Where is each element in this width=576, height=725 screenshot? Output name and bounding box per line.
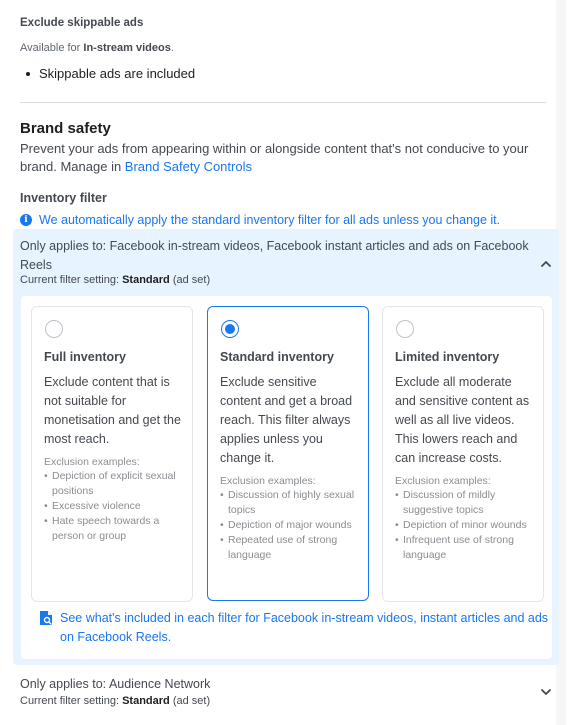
card-description: Exclude all moderate and sensitive content as well as all live videos. This lowers reach and can increase costs. — [395, 375, 530, 465]
list-item: • Depiction of minor wounds — [395, 518, 535, 533]
facebook-current-setting: Current filter setting: Standard (ad set) — [20, 274, 211, 286]
skippable-ads-heading: Exclude skippable ads — [20, 17, 144, 29]
info-icon: i — [20, 214, 32, 226]
list-item: • Hate speech towards a person or group — [44, 514, 184, 544]
full-inventory-radio[interactable] — [45, 320, 63, 338]
exclusion-examples-list — [220, 488, 360, 563]
exclusion-examples-list — [44, 469, 184, 544]
card-description: Exclude content that is not suitable for monetisation and get the most reach. — [44, 375, 181, 446]
skippable-ads-bullet: Skippable ads are included — [20, 66, 546, 81]
exclusion-examples-label: Exclusion examples: — [220, 475, 316, 487]
list-item: • Depiction of explicit sexual positions — [44, 469, 184, 499]
card-title: Standard inventory — [220, 350, 334, 364]
list-item: • Depiction of major wounds — [220, 518, 360, 533]
card-description: Exclude sensitive content and get a broad reach. This filter always applies unless you change it. — [220, 375, 353, 465]
audience-network-current-setting: Current filter setting: Standard (ad set) — [20, 695, 211, 707]
list-item: • Repeated use of strong language — [220, 533, 360, 563]
bullet-dot — [26, 72, 30, 76]
inventory-filter-info: i We automatically apply the standard inventory filter for all ads unless you change it. — [20, 213, 546, 227]
list-item: • Discussion of mildly suggestive topics — [395, 488, 535, 518]
exclusion-examples-label: Exclusion examples: — [395, 475, 491, 487]
audience-network-heading[interactable]: Only applies to: Audience Network — [20, 677, 211, 691]
brand-safety-controls-link[interactable]: Brand Safety Controls — [124, 159, 252, 174]
list-item: • Excessive violence — [44, 499, 184, 514]
brand-safety-title: Brand safety — [20, 120, 111, 137]
exclusion-examples-label: Exclusion examples: — [44, 456, 140, 468]
card-title: Limited inventory — [395, 350, 500, 364]
standard-inventory-card[interactable] — [207, 306, 369, 601]
list-item: • Infrequent use of strong language — [395, 533, 535, 563]
document-search-icon — [39, 610, 53, 626]
see-whats-included-link[interactable] — [39, 609, 549, 647]
section-divider — [20, 102, 546, 103]
limited-inventory-radio[interactable] — [396, 320, 414, 338]
inventory-options-panel — [21, 296, 552, 659]
brand-safety-description: Prevent your ads from appearing within or alongside content that's not conducive to your brand. Manage in Brand Safety Controls — [20, 141, 529, 174]
card-body — [44, 373, 184, 544]
card-body — [220, 373, 360, 563]
card-body — [395, 373, 535, 563]
list-item: • Discussion of highly sexual topics — [220, 488, 360, 518]
full-inventory-card[interactable] — [31, 306, 193, 602]
chevron-up-icon[interactable] — [539, 257, 553, 271]
exclusion-examples-list — [395, 488, 535, 563]
card-title: Full inventory — [44, 350, 126, 364]
inventory-filter-label: Inventory filter — [20, 191, 107, 205]
skippable-availability: Available for In-stream videos. — [20, 42, 174, 54]
see-link-text[interactable]: See what's included in each filter for Facebook in-stream videos, instant articles and ads on Facebook Reels. — [60, 611, 549, 644]
facebook-section-heading[interactable]: Only applies to: Facebook in-stream videos, Facebook instant articles and ads on Facebook Reels — [20, 239, 529, 272]
standard-inventory-radio[interactable] — [221, 320, 239, 338]
facebook-inventory-section — [13, 229, 559, 665]
limited-inventory-card[interactable] — [382, 306, 544, 602]
chevron-down-icon[interactable] — [539, 685, 553, 699]
